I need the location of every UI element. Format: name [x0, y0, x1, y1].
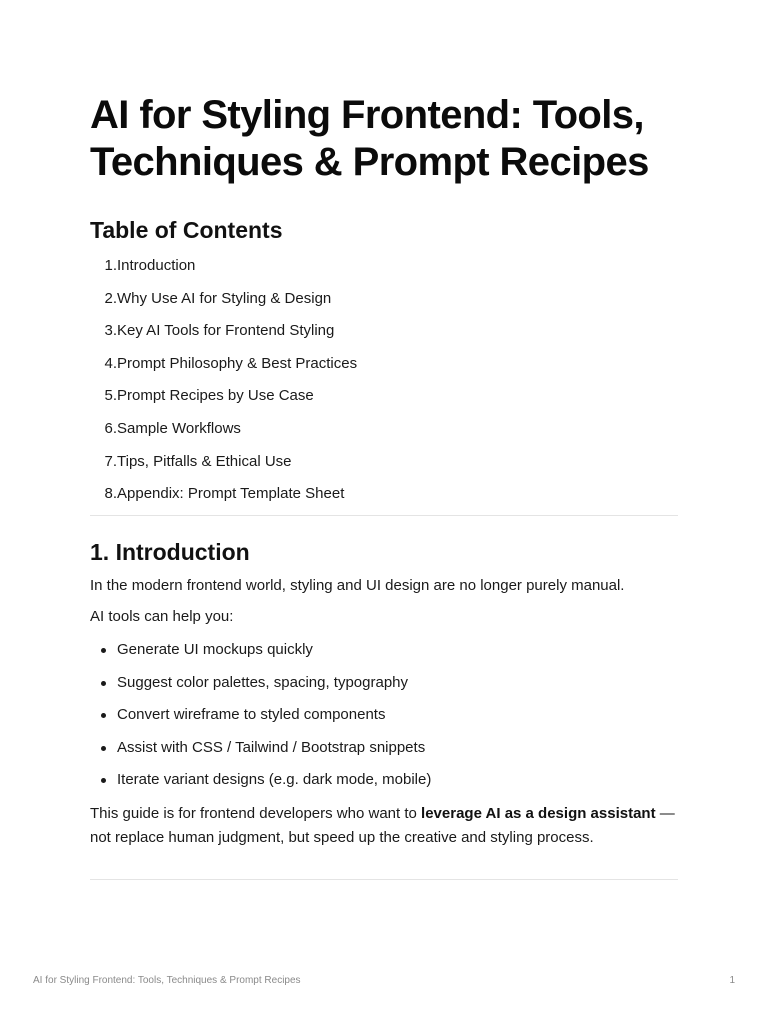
toc-item-number: 4 . — [90, 348, 117, 381]
toc-item-label: Prompt Philosophy & Best Practices — [117, 354, 358, 372]
toc-item-number: 1 . — [90, 250, 117, 283]
toc-item-tips-pitfalls — [90, 446, 357, 479]
bullet-icon — [90, 634, 117, 667]
list-item — [90, 732, 431, 765]
toc-item-number: 6 . — [90, 413, 117, 446]
list-item — [90, 634, 431, 667]
toc-item-label: Tips, Pitfalls & Ethical Use — [117, 452, 292, 470]
bullet-icon — [90, 699, 117, 732]
introduction-heading: 1. Introduction — [90, 539, 250, 565]
footer-running-title: AI for Styling Frontend: Tools, Techniques & Prompt Recipes — [33, 975, 301, 986]
paragraph-text: This guide is for frontend developers who want to — [90, 805, 422, 822]
list-item-text: Assist with CSS / Tailwind / Bootstrap snippets — [117, 738, 426, 756]
paragraph-text: — not replace human judgment, but speed up the creative and styling process. — [90, 805, 675, 846]
toc-item-label: Sample Workflows — [117, 419, 241, 437]
bullet-icon — [90, 667, 117, 700]
toc-item-prompt-recipes — [90, 380, 357, 413]
toc-item-label: Prompt Recipes by Use Case — [117, 387, 314, 405]
list-item-text: Convert wireframe to styled components — [117, 706, 386, 723]
toc-item-key-ai-tools — [90, 315, 357, 348]
toc-item-number: 3 . — [90, 315, 117, 348]
toc-item-number: 2 . — [90, 283, 117, 316]
table-of-contents — [90, 250, 357, 511]
emphasis-text: leverage AI as a design assistant — [421, 805, 656, 822]
document-title: AI for Styling Frontend: Tools, Techniques & Prompt Recipes — [90, 93, 649, 184]
toc-item-prompt-philosophy — [90, 348, 357, 381]
list-item — [90, 764, 431, 797]
guide-purpose-paragraph — [90, 802, 678, 849]
toc-item-sample-workflows — [90, 413, 357, 446]
list-item-text: Iterate variant designs (e.g. dark mode, mobile) — [117, 771, 432, 788]
toc-item-label: Introduction — [117, 257, 196, 274]
toc-heading: Table of Contents — [90, 217, 283, 243]
section-divider — [90, 879, 678, 880]
bullet-icon — [90, 732, 117, 765]
list-item-text: Suggest color palettes, spacing, typography — [117, 673, 409, 691]
intro-paragraph: In the modern frontend world, styling and UI design are no longer purely manual. — [90, 577, 625, 594]
page-number: 1 — [729, 975, 735, 986]
toc-item-appendix — [90, 478, 357, 511]
intro-paragraph: AI tools can help you: — [90, 608, 234, 625]
toc-item-label: Why Use AI for Styling & Design — [117, 289, 332, 307]
toc-item-why-use-ai — [90, 283, 357, 316]
list-item-text: Generate UI mockups quickly — [117, 641, 313, 658]
toc-item-label: Appendix: Prompt Template Sheet — [117, 485, 345, 503]
toc-item-introduction — [90, 250, 357, 283]
bullet-icon — [90, 764, 117, 797]
toc-item-number: 7 . — [90, 446, 117, 479]
toc-item-number: 5 . — [90, 380, 117, 413]
list-item — [90, 699, 431, 732]
toc-item-number: 8 . — [90, 478, 117, 511]
ai-benefits-list — [90, 634, 431, 797]
toc-item-label: Key AI Tools for Frontend Styling — [117, 322, 335, 340]
list-item — [90, 667, 431, 700]
section-divider — [90, 515, 678, 516]
page-footer — [33, 975, 735, 986]
